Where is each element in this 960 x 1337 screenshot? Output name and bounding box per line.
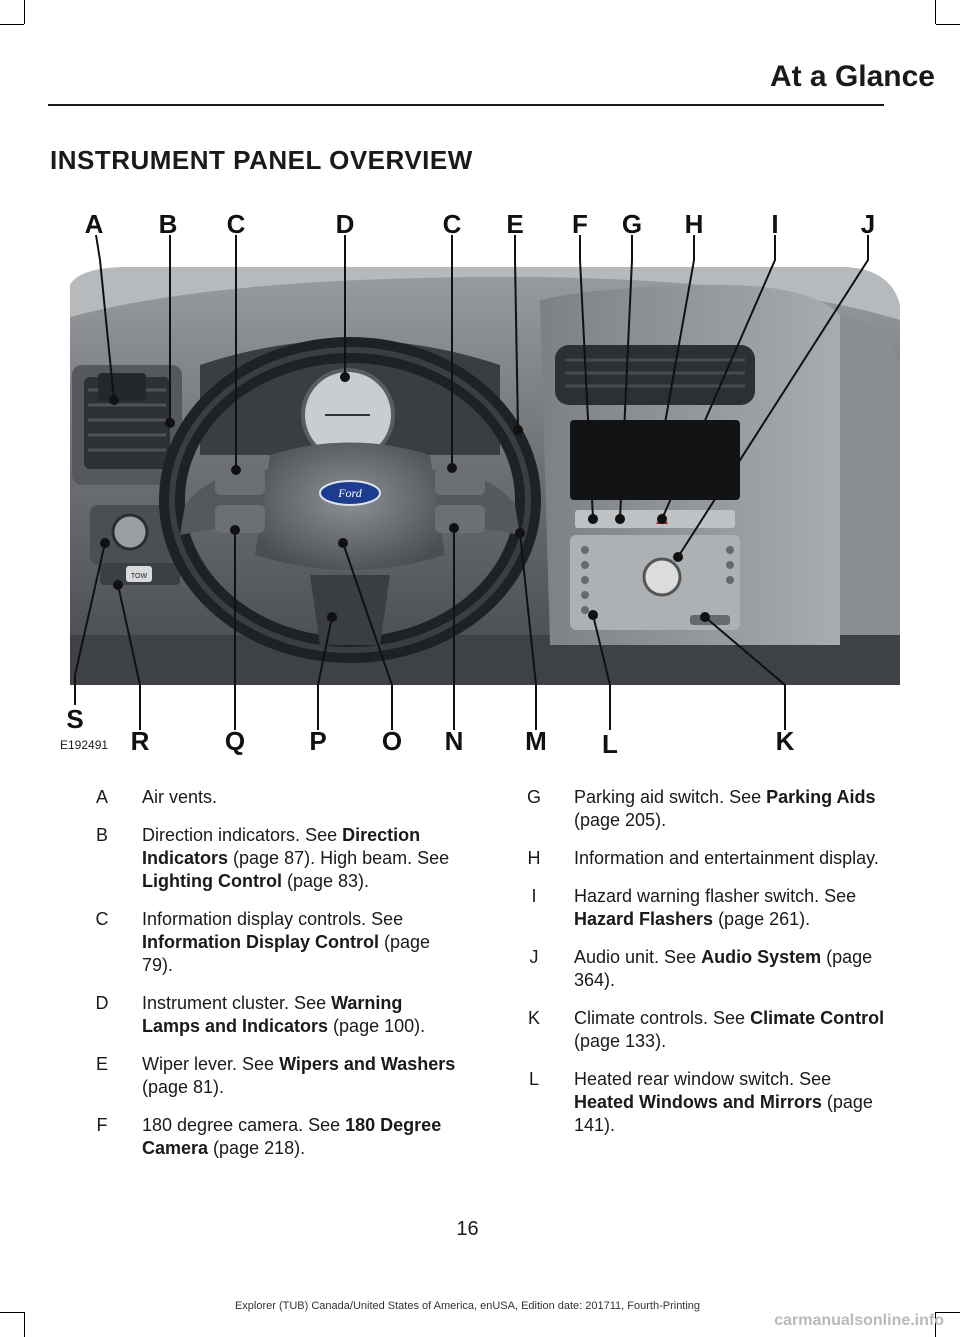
legend-text: (page 364). xyxy=(574,947,873,990)
legend-key: I xyxy=(531,886,537,906)
cross-reference-link[interactable]: Information Display Control xyxy=(142,932,380,952)
legend-description xyxy=(142,786,462,809)
crop-mark xyxy=(0,24,24,25)
legend-description xyxy=(142,824,462,893)
callout-label-Q: Q xyxy=(224,726,246,756)
legend-right-column xyxy=(494,786,894,1152)
button-strip xyxy=(575,510,735,528)
crop-mark xyxy=(935,0,936,24)
legend-item xyxy=(494,786,894,832)
legend-description xyxy=(142,908,462,977)
legend-item xyxy=(494,885,894,931)
ford-logo-text: Ford xyxy=(338,486,362,500)
legend-text: (page 100). xyxy=(328,1016,426,1036)
section-title: INSTRUMENT PANEL OVERVIEW xyxy=(50,145,473,175)
legend-text: 180 degree camera. See xyxy=(142,1115,346,1135)
callout-label-B: B xyxy=(158,209,178,239)
callout-label-C2: C xyxy=(442,209,462,239)
legend-text: (page 87). High beam. See xyxy=(228,848,450,868)
legend-key: D xyxy=(95,993,109,1013)
legend-description xyxy=(574,1068,894,1137)
legend-item xyxy=(62,908,462,977)
tow-button-label: TOW xyxy=(130,573,148,580)
callout-label-A: A xyxy=(84,209,104,239)
legend-description xyxy=(142,992,462,1038)
legend-text: (page 133). xyxy=(574,1031,667,1051)
callout-label-N: N xyxy=(444,726,464,756)
page-footer: Explorer (TUB) Canada/United States of America, enUSA, Edition date: 201711, Fourth-Printing xyxy=(234,1300,701,1312)
cross-reference-link[interactable]: Lighting Control xyxy=(142,871,282,891)
legend-description xyxy=(574,946,894,992)
legend-key: L xyxy=(528,1069,539,1089)
legend-description xyxy=(574,885,894,931)
cross-reference-link[interactable]: Direction Indicators xyxy=(142,825,421,868)
legend-description xyxy=(574,1007,894,1053)
legend-text: Climate controls. See xyxy=(574,1008,751,1028)
legend-key: A xyxy=(95,787,108,807)
legend-key: G xyxy=(526,787,541,807)
crop-mark xyxy=(24,0,25,24)
steering-column xyxy=(310,575,390,645)
legend-item xyxy=(62,1053,462,1099)
instrument-panel-figure xyxy=(50,205,910,760)
legend-item xyxy=(494,847,894,870)
legend-item xyxy=(494,1068,894,1137)
audio-knob-icon xyxy=(644,559,680,595)
legend-item xyxy=(62,992,462,1038)
right-wheel-controls-lower-icon xyxy=(435,505,485,533)
legend-text: (page 218). xyxy=(208,1138,306,1158)
cross-reference-link[interactable]: Climate Control xyxy=(750,1008,885,1028)
legend-text: Air vents. xyxy=(142,787,218,807)
legend-item xyxy=(62,786,462,809)
legend-text: (page 81). xyxy=(142,1077,225,1097)
legend-item xyxy=(62,1114,462,1160)
crop-mark xyxy=(936,24,960,25)
legend-key: F xyxy=(96,1115,108,1135)
cross-reference-link[interactable]: Hazard Flashers xyxy=(574,909,714,929)
cross-reference-link[interactable]: Heated Windows and Mirrors xyxy=(574,1092,822,1112)
legend-key: C xyxy=(95,909,109,929)
legend-description xyxy=(142,1053,462,1099)
instrument-panel-illustration xyxy=(50,205,910,760)
legend-text: (page 79). xyxy=(142,932,431,975)
legend-text: (page 83). xyxy=(281,871,370,891)
steering-wheel-hub xyxy=(255,443,445,571)
cross-reference-link[interactable]: Parking Aids xyxy=(766,787,876,807)
legend-left-column xyxy=(62,786,462,1175)
cross-reference-link[interactable]: Warning Lamps and Indicators xyxy=(142,993,403,1036)
legend-item xyxy=(494,946,894,992)
figure-id: E192491 xyxy=(60,738,109,752)
cross-reference-link[interactable]: Wipers and Washers xyxy=(279,1054,456,1074)
legend-key: J xyxy=(529,947,539,967)
right-wheel-controls-icon xyxy=(435,467,485,495)
legend-text: Instrument cluster. See xyxy=(142,993,332,1013)
crop-mark xyxy=(0,1312,24,1313)
legend-text: (page 141). xyxy=(574,1092,873,1135)
legend-item xyxy=(62,824,462,893)
header-divider xyxy=(48,104,884,106)
callout-label-K: K xyxy=(775,726,795,756)
legend-key: K xyxy=(527,1008,540,1028)
crop-mark xyxy=(24,1312,25,1337)
legend-text: (page 261). xyxy=(713,909,811,929)
callout-label-C: C xyxy=(226,209,246,239)
callout-label-F: F xyxy=(572,209,588,239)
legend-text: Parking aid switch. See xyxy=(574,787,767,807)
watermark: carmanualsonline.info xyxy=(774,1312,944,1329)
legend-text: Hazard warning flasher switch. See xyxy=(574,886,857,906)
callout-label-O: O xyxy=(381,726,403,756)
cross-reference-link[interactable]: Audio System xyxy=(701,947,822,967)
callout-label-I: I xyxy=(771,209,779,239)
headlamp-knob-icon xyxy=(113,515,147,549)
page-number: 16 xyxy=(456,1218,479,1240)
legend-key: E xyxy=(95,1054,108,1074)
legend-item xyxy=(494,1007,894,1053)
callout-label-L: L xyxy=(602,729,618,759)
callout-label-E: E xyxy=(506,209,524,239)
legend-description xyxy=(574,847,894,870)
passenger-dash xyxy=(840,315,900,635)
legend-text: Wiper lever. See xyxy=(142,1054,280,1074)
legend-text: Information display controls. See xyxy=(142,909,404,929)
callout-label-M: M xyxy=(525,726,547,756)
callout-label-D: D xyxy=(335,209,355,239)
legend-text: Direction indicators. See xyxy=(142,825,343,845)
touchscreen-display xyxy=(570,420,740,500)
legend-text: Audio unit. See xyxy=(574,947,702,967)
legend-text: (page 205). xyxy=(574,810,667,830)
legend-description xyxy=(142,1114,462,1160)
legend-text: Information and entertainment display. xyxy=(574,848,879,868)
callout-label-G: G xyxy=(621,209,643,239)
callout-label-H: H xyxy=(684,209,704,239)
callout-label-R: R xyxy=(130,726,150,756)
legend-text: Heated rear window switch. See xyxy=(574,1069,832,1089)
cross-reference-link[interactable]: 180 Degree Camera xyxy=(142,1115,442,1158)
legend-description xyxy=(574,786,894,832)
callout-label-P: P xyxy=(309,726,327,756)
left-wheel-controls-lower-icon xyxy=(215,505,265,533)
upper-left-vent-icon xyxy=(98,373,146,401)
legend-key: H xyxy=(527,848,541,868)
callout-label-S: S xyxy=(66,704,84,734)
legend-key: B xyxy=(95,825,108,845)
callout-label-J: J xyxy=(860,209,876,239)
page-header-title: At a Glance xyxy=(769,60,935,93)
